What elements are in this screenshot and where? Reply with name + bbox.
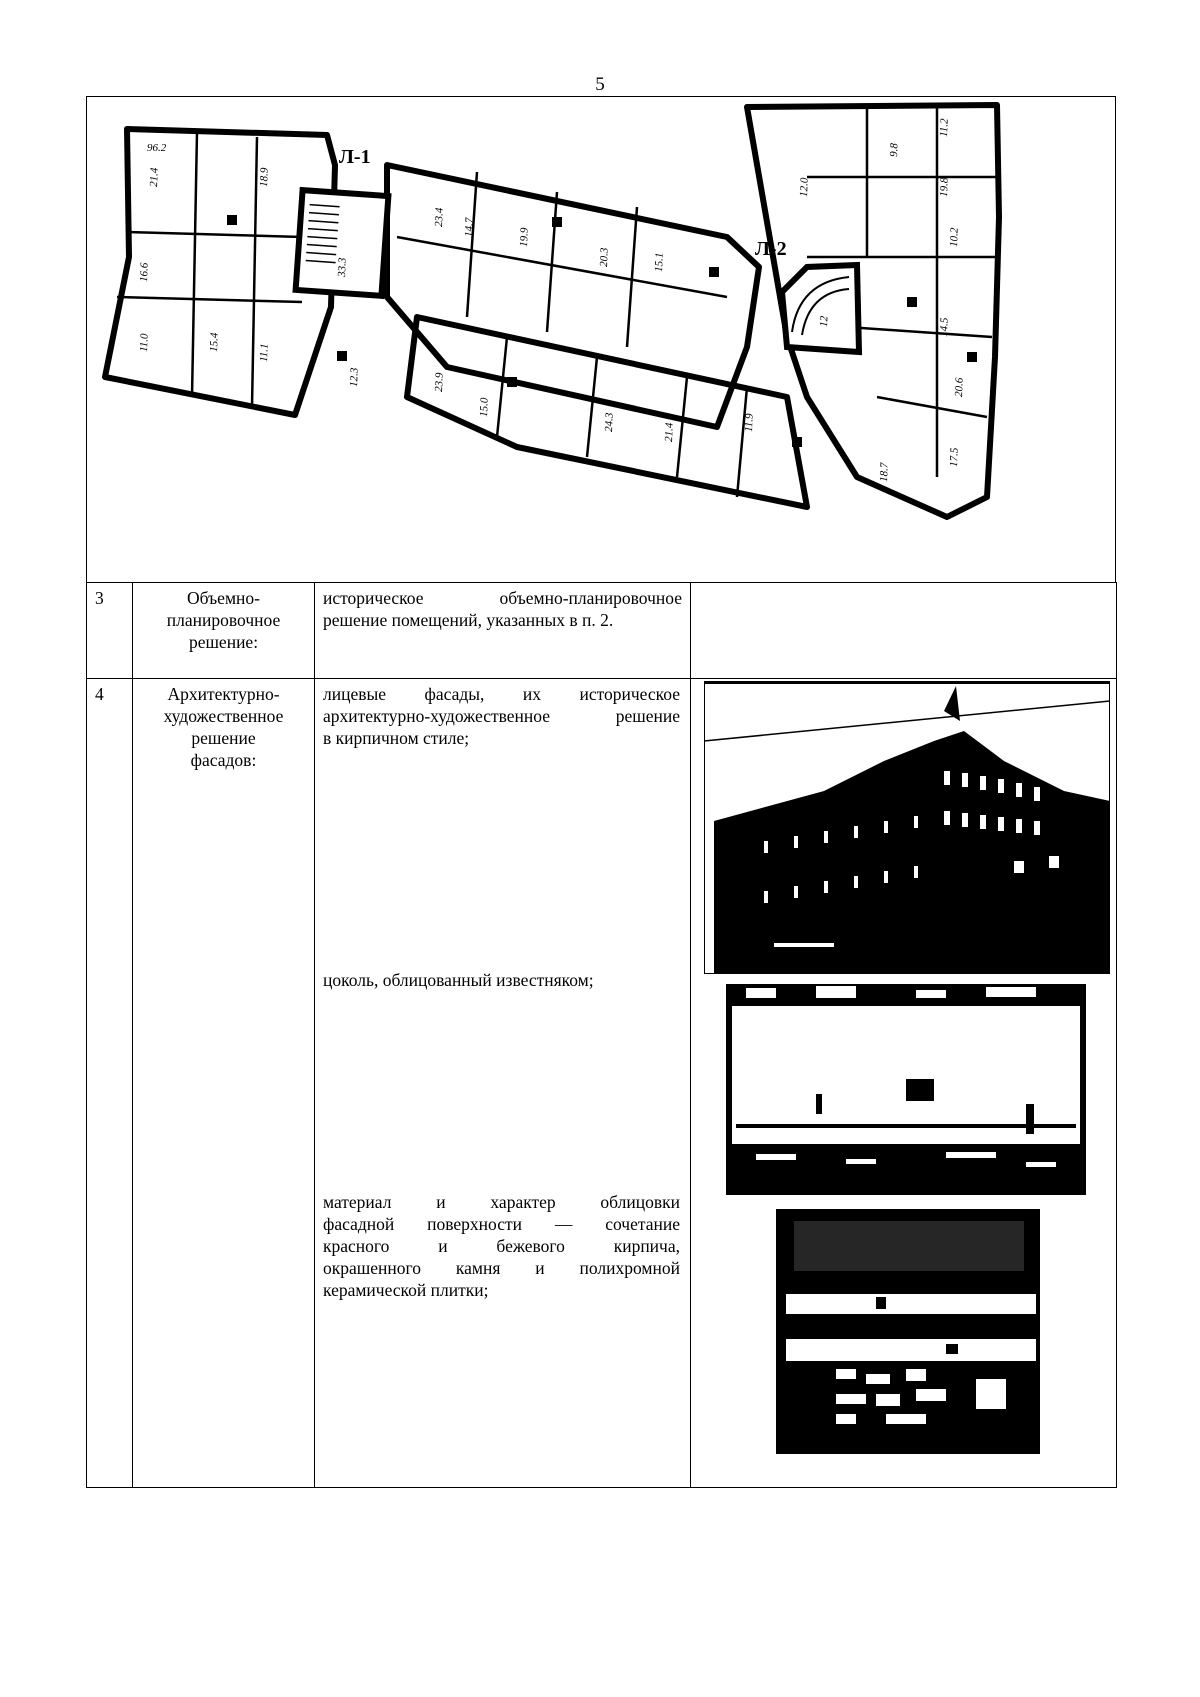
room-label: 12 [818, 315, 831, 328]
room-label: 20.6 [953, 377, 966, 398]
room-label: 19.9 [518, 227, 531, 248]
room-label: 18.9 [258, 167, 271, 188]
cladding-photo [776, 1209, 1040, 1454]
room-label: 14.7 [463, 217, 476, 238]
row-description: историческое объемно-планировочное решение помещений, указанных в п. 2. [315, 583, 691, 679]
row-illustration [691, 583, 1117, 679]
row-description: лицевые фасады, их историческое архитектурно-художественное решение в кирпичном стиле; цоколь, облицованный известняком; материал и характер облицовки фасадной поверхности — сочетание красного и бежевого кирпича, окрашенного камня и полихромной керамической плитки; [315, 679, 691, 1488]
room-label: 21.4 [148, 167, 161, 188]
room-label: 14.5 [938, 317, 951, 338]
row-number: 3 [87, 583, 133, 679]
room-label: 18.7 [878, 462, 891, 483]
facade-photo [704, 681, 1110, 974]
floor-plan [87, 97, 1117, 583]
row-title: Объемно- планировочное решение: [133, 583, 315, 679]
room-label: 96.2 [147, 142, 167, 154]
room-label: 20.3 [598, 247, 611, 268]
staircase-2 [782, 265, 859, 352]
room-label: 16.6 [138, 262, 151, 283]
room-label: 12.3 [348, 367, 361, 388]
table-row [87, 583, 1117, 679]
floor-plan-frame [86, 96, 1116, 582]
room-label: 24.3 [603, 412, 616, 433]
room-label: 11.2 [938, 118, 951, 138]
room-label: 11.9 [743, 413, 756, 433]
room-label: 12.0 [798, 177, 811, 198]
room-label: 33.3 [336, 257, 349, 278]
room-label: 23.9 [433, 372, 446, 393]
staircase-1 [296, 190, 389, 296]
room-label: 9.8 [888, 142, 901, 158]
room-label: 17.5 [948, 447, 961, 468]
room-label: 11.0 [138, 333, 151, 353]
stair1-label: Л-1 [339, 146, 371, 168]
page-number: 5 [595, 74, 605, 95]
room-label: 15.1 [653, 252, 666, 273]
plinth-photo [726, 984, 1086, 1195]
row-number: 4 [87, 679, 133, 1488]
room-label: 15.4 [208, 332, 221, 353]
row-title: Архитектурно- художественное решение фасадов: [133, 679, 315, 1488]
room-label: 19.8 [938, 177, 951, 198]
room-label: 15.0 [478, 397, 491, 418]
room-label: 23.4 [433, 207, 446, 228]
stair2-label: Л-2 [755, 238, 787, 260]
room-label: 11.1 [258, 343, 271, 363]
room-label: 21.4 [663, 422, 676, 443]
room-label: 10.2 [948, 227, 961, 248]
